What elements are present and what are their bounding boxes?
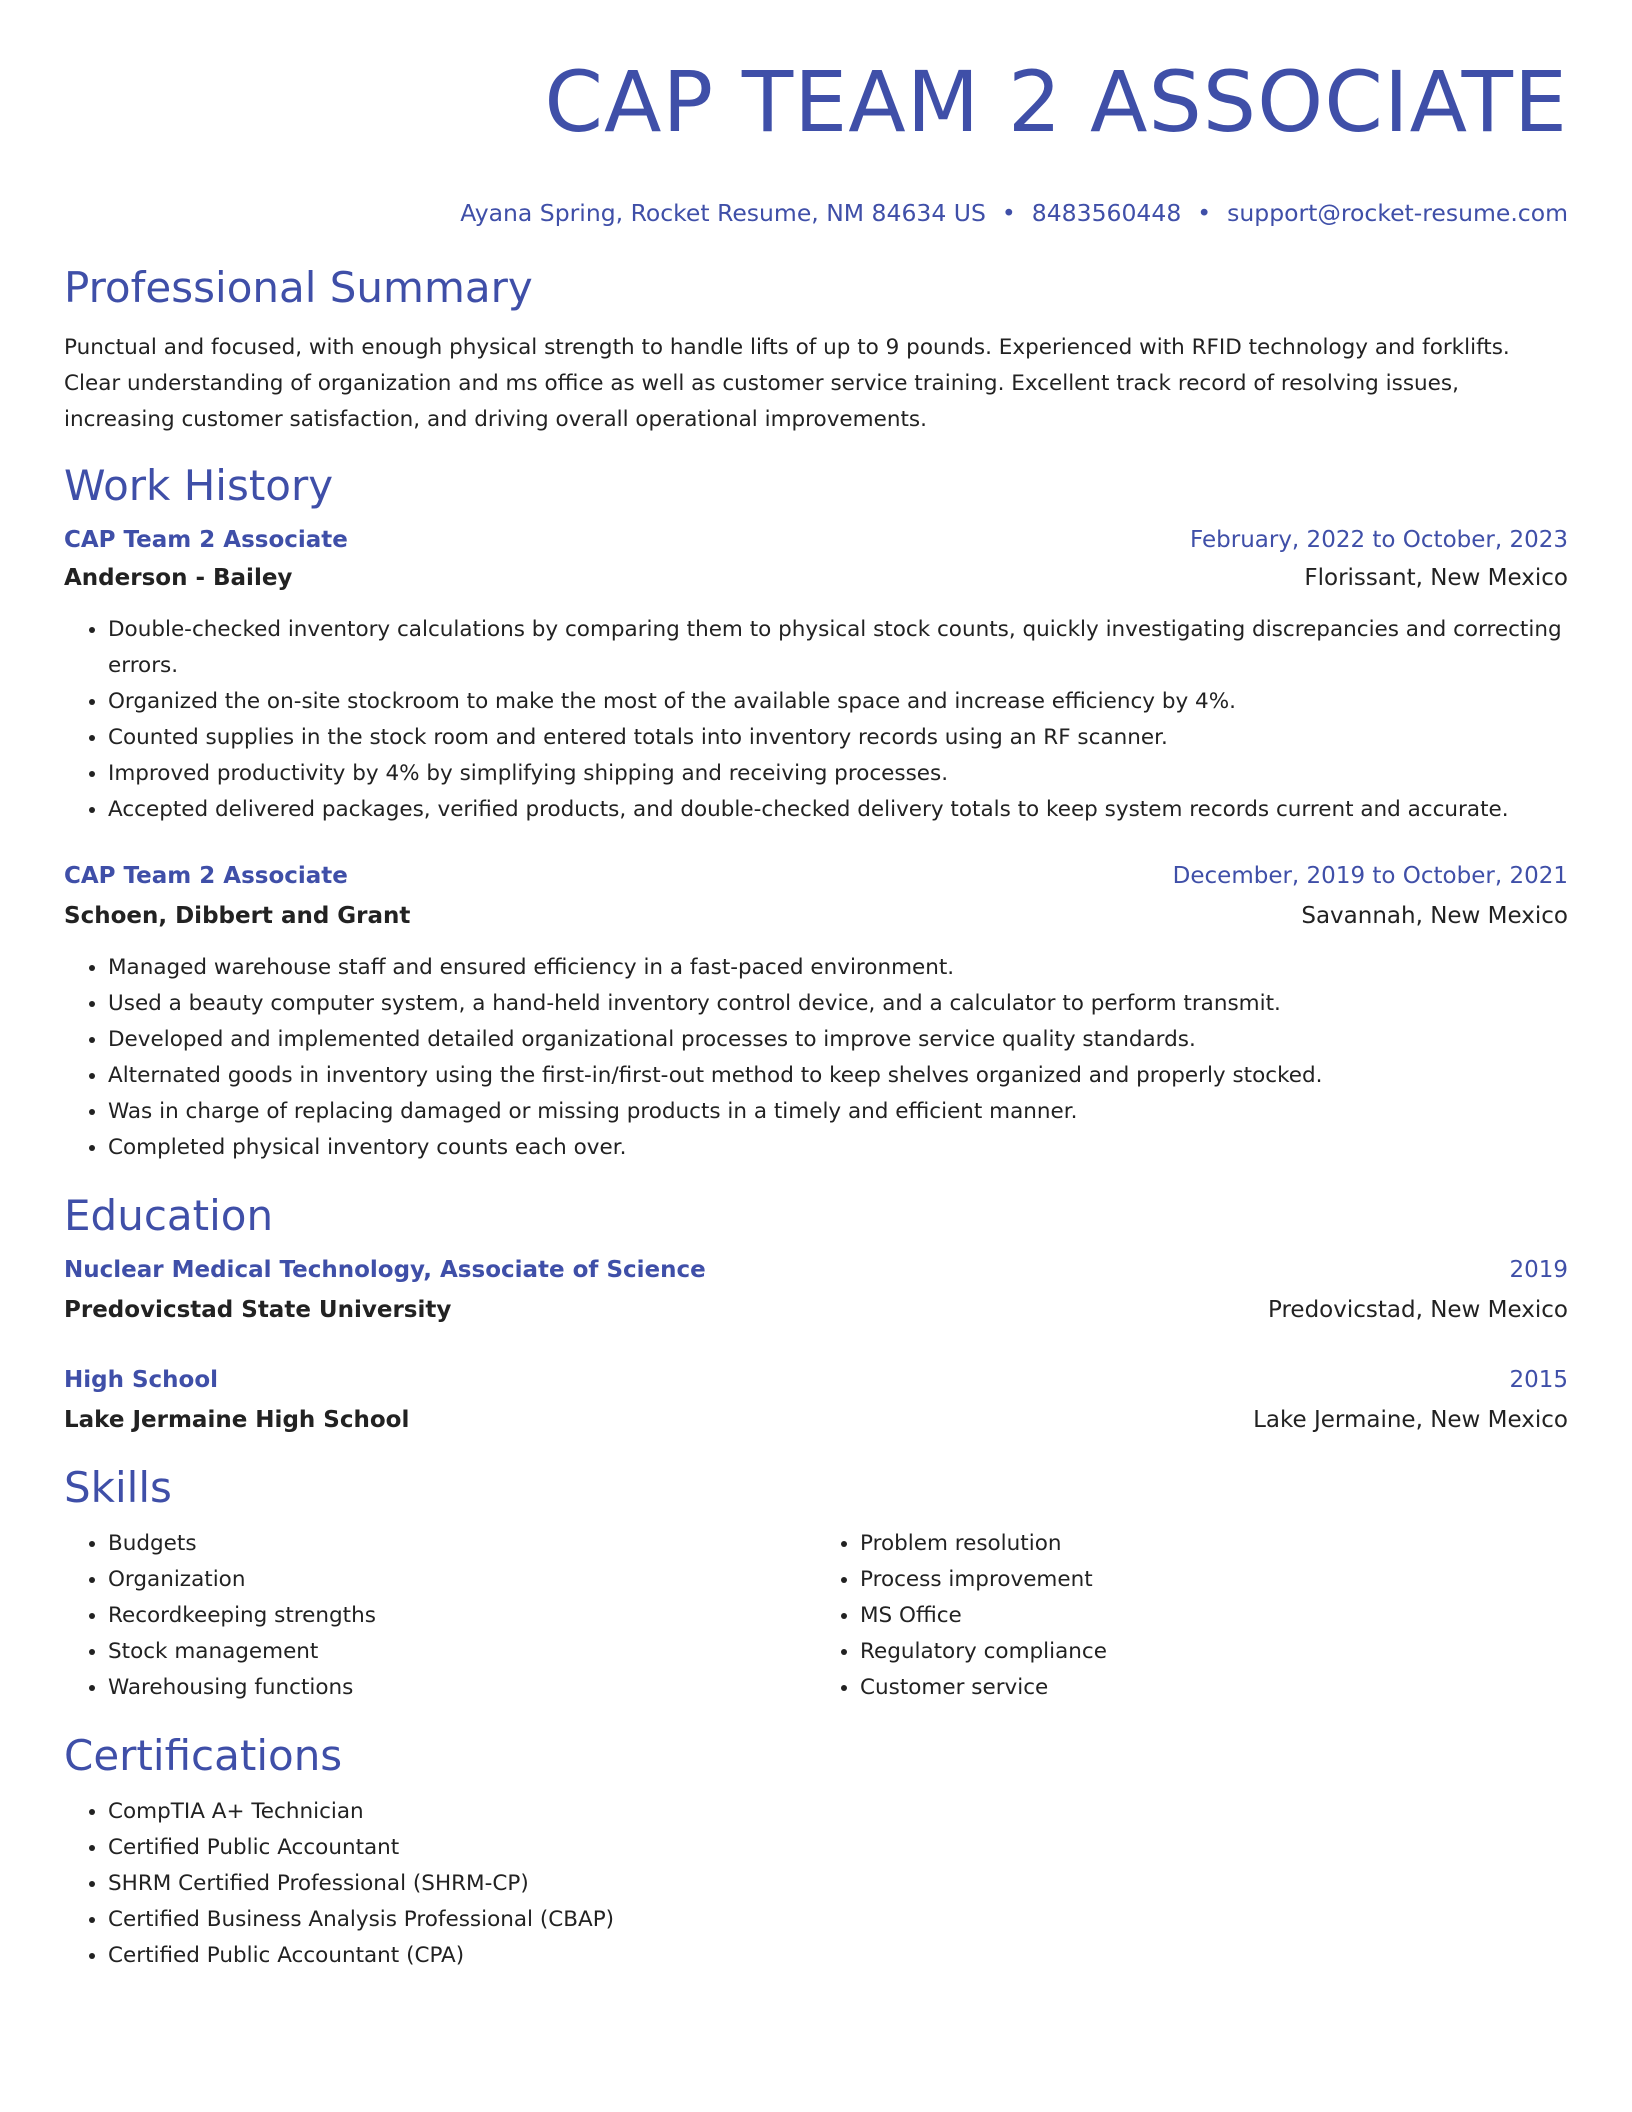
work-history-title: Work History [64,461,334,510]
list-item: • CompTIA A+ Technician [108,1794,1568,1830]
skills-title: Skills [64,1463,172,1512]
education-degree: Nuclear Medical Technology, Associate of Science [64,1257,706,1283]
job-dates: February, 2022 to October, 2023 [1190,527,1568,553]
education-subheader [64,1292,1568,1328]
skills-list-left [64,1526,816,1706]
job-bullets [64,950,1568,1166]
job-location: Savannah, New Mexico [1301,903,1568,929]
job-header [64,858,1568,894]
list-item: • Double-checked inventory calculations by comparing them to physical stock counts, quickly investigating discrepancies and correcting errors. [108,612,1568,684]
job-subheader [64,898,1568,934]
list-item: • Counted supplies in the stock room and entered totals into inventory records using an RF scanner. [108,720,1568,756]
education-year: 2019 [1509,1257,1568,1283]
list-item: • Certified Public Accountant [108,1830,1568,1866]
contact-line [64,198,1568,228]
job-location: Florissant, New Mexico [1304,565,1568,591]
education-entry [64,1252,1568,1328]
contact-phone: 8483560448 [1031,199,1182,227]
education-school: Predovicstad State University [64,1297,452,1323]
list-item: • Improved productivity by 4% by simplifying shipping and receiving processes. [108,756,1568,792]
list-item: • Recordkeeping strengths [108,1598,816,1634]
job-subheader [64,560,1568,596]
list-item: • Managed warehouse staff and ensured efficiency in a fast-paced environment. [108,950,1568,986]
list-item: • Regulatory compliance [860,1634,1568,1670]
contact-separator: • [1197,199,1212,227]
job-header [64,522,1568,558]
job-entry [64,522,1568,828]
job-company: Schoen, Dibbert and Grant [64,903,411,929]
education-header [64,1362,1568,1398]
education-title: Education [64,1191,274,1240]
contact-separator: • [1001,199,1016,227]
list-item: • Stock management [108,1634,816,1670]
education-location: Lake Jermaine, New Mexico [1253,1407,1568,1433]
list-item: • Problem resolution [860,1526,1568,1562]
education-school: Lake Jermaine High School [64,1407,410,1433]
education-header [64,1252,1568,1288]
list-item: • Certified Business Analysis Professional (CBAP) [108,1902,1568,1938]
list-item: • Warehousing functions [108,1670,816,1706]
list-item: • Budgets [108,1526,816,1562]
education-subheader [64,1402,1568,1438]
job-role: CAP Team 2 Associate [64,527,348,553]
education-degree: High School [64,1367,219,1393]
list-item: • MS Office [860,1598,1568,1634]
job-entry [64,858,1568,1166]
skills-list-right [816,1526,1568,1706]
certifications-title: Certifications [64,1731,343,1780]
education-year: 2015 [1509,1367,1568,1393]
list-item: • Was in charge of replacing damaged or missing products in a timely and efficient manner. [108,1094,1568,1130]
contact-address: Ayana Spring, Rocket Resume, NM 84634 US [460,199,986,227]
list-item: • Organization [108,1562,816,1598]
job-role: CAP Team 2 Associate [64,863,348,889]
list-item: • Alternated goods in inventory using the first-in/first-out method to keep shelves organized and properly stocked. [108,1058,1568,1094]
list-item: • Accepted delivered packages, verified products, and double-checked delivery totals to keep system records current and accurate. [108,792,1568,828]
skills-grid [64,1526,1568,1706]
education-entry [64,1362,1568,1438]
certifications-list [64,1794,1568,1974]
list-item: • Organized the on-site stockroom to make the most of the available space and increase efficiency by 4%. [108,684,1568,720]
list-item: • SHRM Certified Professional (SHRM-CP) [108,1866,1568,1902]
list-item: • Used a beauty computer system, a hand-held inventory control device, and a calculator to perform transmit. [108,986,1568,1022]
list-item: • Completed physical inventory counts each over. [108,1130,1568,1166]
list-item: • Customer service [860,1670,1568,1706]
job-dates: December, 2019 to October, 2021 [1172,863,1568,889]
job-company: Anderson - Bailey [64,565,293,591]
list-item: • Developed and implemented detailed organizational processes to improve service quality standards. [108,1022,1568,1058]
list-item: • Process improvement [860,1562,1568,1598]
candidate-name: CAP TEAM 2 ASSOCIATE [544,53,1568,151]
list-item: • Certified Public Accountant (CPA) [108,1938,1568,1974]
summary-text: Punctual and focused, with enough physical strength to handle lifts of up to 9 pounds. Experienced with RFID technology and forklifts. Clear understanding of organization and ms office as well as customer service training. Excellent track record of resolving issues, increasing customer satisfaction, and driving overall operational improvements. [64,335,1510,432]
job-bullets [64,612,1568,828]
contact-email: support@rocket-resume.com [1227,199,1568,227]
summary-title: Professional Summary [64,263,533,312]
education-location: Predovicstad, New Mexico [1268,1297,1568,1323]
